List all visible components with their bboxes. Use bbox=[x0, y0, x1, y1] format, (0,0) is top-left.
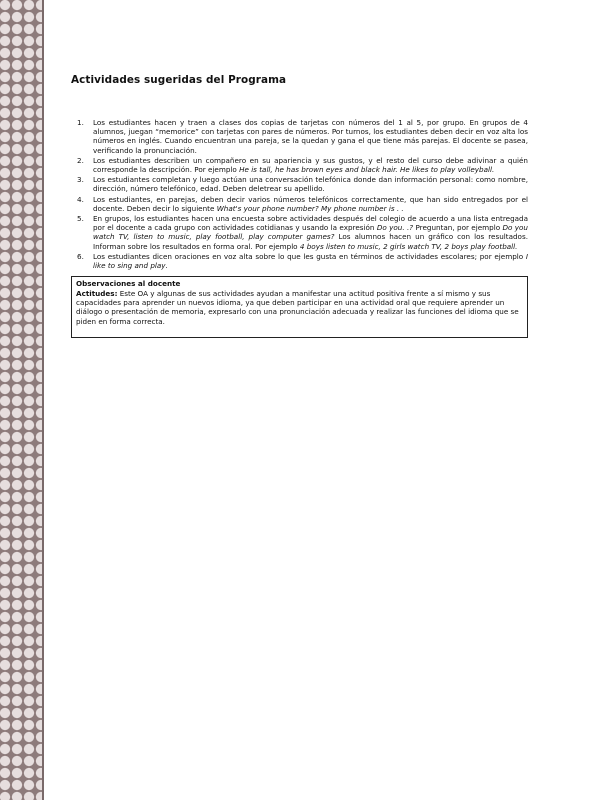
item-example-results: 4 boys listen to music, 2 girls watch TV, 2 boys play football. bbox=[299, 241, 518, 251]
activities-list bbox=[71, 118, 528, 270]
item-text: Los estudiantes describen un compañero en su apariencia y sus gustos, y el resto del curso debe adivinar a quién corresponde la descripción. Por ejemplo bbox=[93, 155, 528, 175]
item-example: He is tall, he has brown eyes and black hair. He likes to play volleyball. bbox=[239, 165, 495, 175]
list-item bbox=[71, 156, 528, 174]
list-item bbox=[71, 214, 528, 251]
item-number: 5. bbox=[77, 214, 84, 224]
item-text: En grupos, los estudiantes hacen una encuesta sobre actividades después del colegio de acuerdo a una lista entregada por el docente a cada grupo con actividades cotidianas y usando la expresión bbox=[93, 214, 528, 233]
item-number: 4. bbox=[77, 194, 84, 204]
border-edge bbox=[42, 0, 44, 800]
item-number: 6. bbox=[77, 251, 84, 261]
item-text-continued: Preguntan, por ejemplo bbox=[415, 223, 503, 233]
observations-text: Este OA y algunas de sus actividades ayudan a manifestar una actitud positiva frente a sí mismo y sus capacidades para aprender un nuevos idioma, ya que deben participar en una actividad oral que requiere aprender un diálogo o presentación de memoria, expresarlo con una pronunciación adecuada y realizar las funciones del idioma que se piden en forma correcta. bbox=[76, 288, 519, 326]
item-text: Los estudiantes dicen oraciones en voz alta sobre lo que les gusta en términos de actividades escolares; por ejemplo bbox=[93, 251, 526, 261]
decorative-border bbox=[0, 0, 44, 800]
list-item bbox=[71, 252, 528, 270]
item-example: Do you. .? bbox=[376, 223, 416, 233]
item-number: 3. bbox=[77, 175, 84, 185]
document-content bbox=[71, 74, 528, 338]
list-item bbox=[71, 175, 528, 193]
item-number: 2. bbox=[77, 155, 84, 165]
item-text: Los estudiantes, en parejas, deben decir varios números telefónicos correctamente, que han sido entregados por el docente. Deben decir lo siguiente bbox=[93, 194, 528, 213]
item-text-end: . bbox=[165, 261, 168, 271]
page-title: Actividades sugeridas del Programa bbox=[71, 74, 287, 86]
observations-label: Actitudes: bbox=[76, 288, 118, 298]
item-example: What's your phone number? My phone number is . . bbox=[216, 203, 404, 213]
observations-title: Observaciones al docente bbox=[76, 279, 181, 289]
item-text: Los estudiantes completan y luego actúan una conversación telefónica donde dan información personal: como nombre, dirección, número telefónico, edad. Deben deletrear su apellido. bbox=[93, 175, 528, 194]
item-text-continued-2: Los alumnos hacen un gráfico con los resultados. Informan sobre los resultados en forma oral. Por ejemplo bbox=[93, 232, 528, 251]
item-example-questions: Do you watch TV, listen to music, play football, play computer games? bbox=[93, 223, 528, 242]
dot-pattern bbox=[0, 0, 44, 800]
item-number: 1. bbox=[77, 118, 84, 127]
item-text: Los estudiantes hacen y traen a clases dos copias de tarjetas con números del 1 al 5, por grupo. En grupos de 4 alumnos, juegan “memorice” con tarjetas con pares de números. Por turnos, los estudiantes deben decir en voz alta los números en inglés. Cuando encuentran una pareja, se la quedan y gana el que tiene más parejas. El docente se pasea, verificando la pronunciación. bbox=[93, 118, 528, 155]
observations-body bbox=[76, 289, 523, 327]
list-item bbox=[71, 118, 528, 155]
list-item bbox=[71, 195, 528, 213]
teacher-observations-box bbox=[71, 276, 528, 338]
item-example: I like to sing and play bbox=[93, 251, 528, 271]
